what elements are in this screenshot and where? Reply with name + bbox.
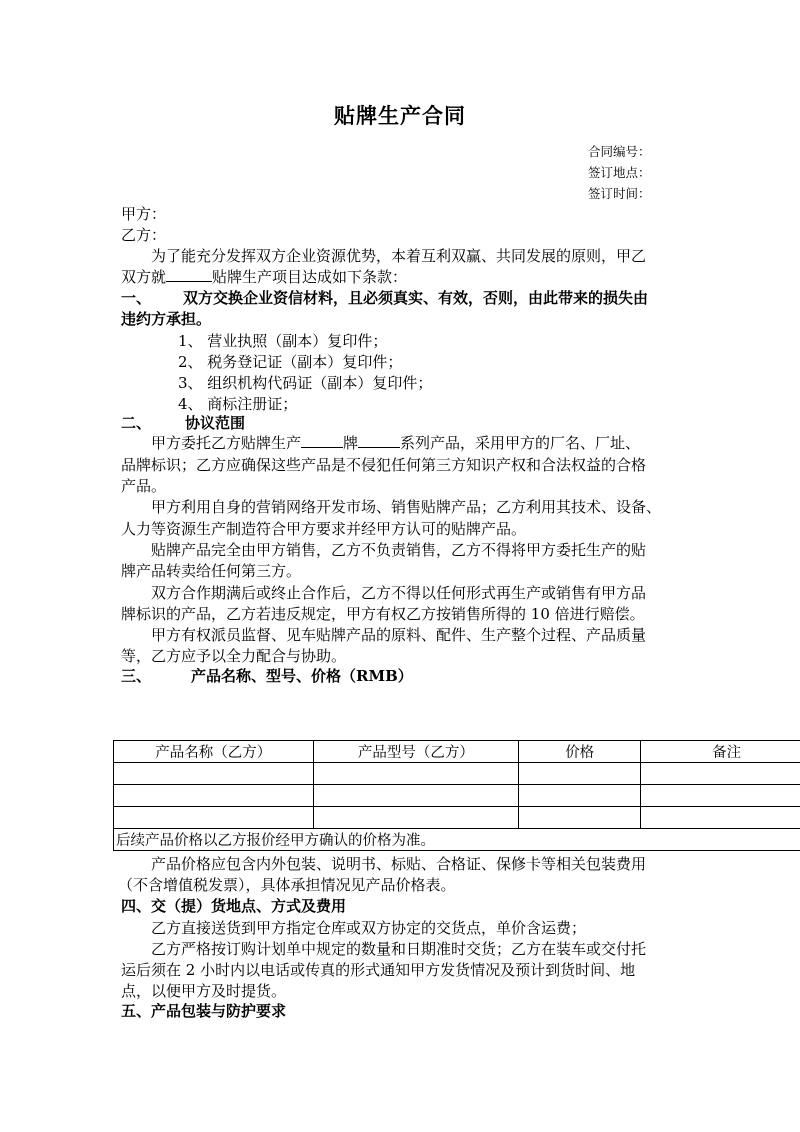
table-cell — [641, 785, 800, 807]
s4-p2-line-3: 点，以便甲方及时提货。 — [121, 982, 287, 1000]
section-1-number: 一、 — [121, 289, 152, 307]
table-cell — [641, 763, 800, 785]
s2-p5-line-2: 等，乙方应予以全力配合与协助。 — [121, 647, 347, 665]
col-product-model: 产品型号（乙方） — [313, 741, 519, 763]
table-cell — [313, 785, 519, 807]
party-b-label: 乙方： — [121, 226, 167, 244]
section-1-title-cont: 违约方承担。 — [121, 310, 212, 328]
table-cell — [313, 807, 519, 829]
s4-p2-line-2: 运后须在 2 小时内以电话或传真的形式通知甲方发货情况及预计到货时间、地 — [121, 961, 636, 979]
table-cell — [519, 785, 641, 807]
col-product-name: 产品名称（乙方） — [114, 741, 314, 763]
table-cell — [519, 763, 641, 785]
price-note-line-1: 产品价格应包含内外包装、说明书、标贴、合格证、保修卡等相关包装费用 — [151, 855, 647, 873]
table-cell — [313, 763, 519, 785]
intro-line-2 — [121, 266, 407, 288]
series-blank — [358, 432, 400, 448]
s2-p3-line-2: 牌产品转卖给任何第三方。 — [121, 562, 302, 580]
s4-p2-line-1: 乙方严格按订购计划单中规定的数量和日期准时交货；乙方在装车或交付托 — [151, 940, 647, 958]
project-name-blank — [166, 266, 212, 282]
table-cell — [519, 807, 641, 829]
s2-p4-line-2: 牌标识的产品，乙方若违反规定，甲方有权乙方按销售所得的 10 倍进行赔偿。 — [121, 605, 645, 623]
section-1-title: 双方交换企业资信材料，且必须真实、有效，否则，由此带来的损失由 — [183, 289, 649, 307]
s2-p5-line-1: 甲方有权派员监督、见车贴牌产品的原料、配件、生产整个过程、产品质量 — [151, 626, 647, 644]
table-cell — [114, 785, 314, 807]
table-row — [114, 763, 800, 785]
section-3-number: 三、 — [121, 667, 152, 685]
intro-text-a: 双方就 — [121, 268, 167, 286]
s2-paragraph-1 — [151, 432, 640, 454]
party-a-label: 甲方： — [121, 205, 167, 223]
document-title: 贴牌生产合同 — [334, 103, 466, 128]
s2-p1-text-c: 系列产品，采用甲方的厂名、厂址、 — [400, 434, 641, 452]
brand-blank — [301, 432, 343, 448]
s2-p1-line-3: 产品。 — [121, 477, 167, 495]
section-5-heading: 五、产品包装与防护要求 — [121, 1002, 287, 1020]
s2-p2-line-2: 人力等资源生产制造符合甲方要求并经甲方认可的贴牌产品。 — [121, 520, 527, 538]
section-3-title: 产品名称、型号、价格（RMB） — [191, 667, 413, 685]
contract-number-label: 合同编号： — [588, 144, 651, 159]
s2-p2-line-1: 甲方利用自身的营销网络开发市场、销售贴牌产品；乙方利用其技术、设备、 — [151, 498, 662, 516]
intro-line-1: 为了能充分发挥双方企业资源优势，本着互利双赢、共同发展的原则，甲乙 — [151, 247, 647, 265]
s2-p1-text-a: 甲方委托乙方贴牌生产 — [151, 434, 302, 452]
list-item: 4、 商标注册证； — [178, 395, 298, 413]
section-2-heading — [121, 412, 245, 434]
col-remarks: 备注 — [641, 741, 800, 763]
table-note-row — [114, 829, 800, 851]
s4-paragraph-1: 乙方直接送货到甲方指定仓库或双方协定的交货点，单价含运费； — [151, 919, 587, 937]
table-note: 后续产品价格以乙方报价经甲方确认的价格为准。 — [114, 829, 800, 851]
section-1-heading — [121, 287, 648, 309]
s2-p3-line-1: 贴牌产品完全由甲方销售，乙方不负责销售，乙方不得将甲方委托生产的贴 — [151, 541, 647, 559]
table-row — [114, 807, 800, 829]
section-2-title: 协议范围 — [185, 414, 246, 432]
table-row — [114, 785, 800, 807]
intro-text-b: 贴牌生产项目达成如下条款： — [212, 268, 408, 286]
section-2-number: 二、 — [121, 414, 152, 432]
table-cell — [114, 763, 314, 785]
table-cell — [641, 807, 800, 829]
section-3-heading — [121, 665, 413, 687]
sign-time-label: 签订时间： — [588, 186, 651, 201]
col-price: 价格 — [519, 741, 641, 763]
s2-p1-line-2: 品牌标识；乙方应确保这些产品是不侵犯任何第三方知识产权和合法权益的合格 — [121, 456, 647, 474]
list-item: 2、 税务登记证（副本）复印件； — [178, 353, 403, 371]
section-4-heading: 四、交（提）货地点、方式及费用 — [121, 897, 347, 915]
product-price-table — [113, 740, 800, 851]
list-item: 3、 组织机构代码证（副本）复印件； — [178, 374, 433, 392]
s2-p4-line-1: 双方合作期满后或终止合作后，乙方不得以任何形式再生产或销售有甲方品 — [151, 584, 647, 602]
table-cell — [114, 807, 314, 829]
price-note-line-2: （不含增值税发票），具体承担情况见产品价格表。 — [118, 876, 456, 894]
sign-place-label: 签订地点： — [588, 165, 651, 180]
list-item: 1、 营业执照（副本）复印件； — [178, 332, 388, 350]
table-header-row — [114, 741, 800, 763]
s2-p1-text-b: 牌 — [343, 434, 359, 452]
